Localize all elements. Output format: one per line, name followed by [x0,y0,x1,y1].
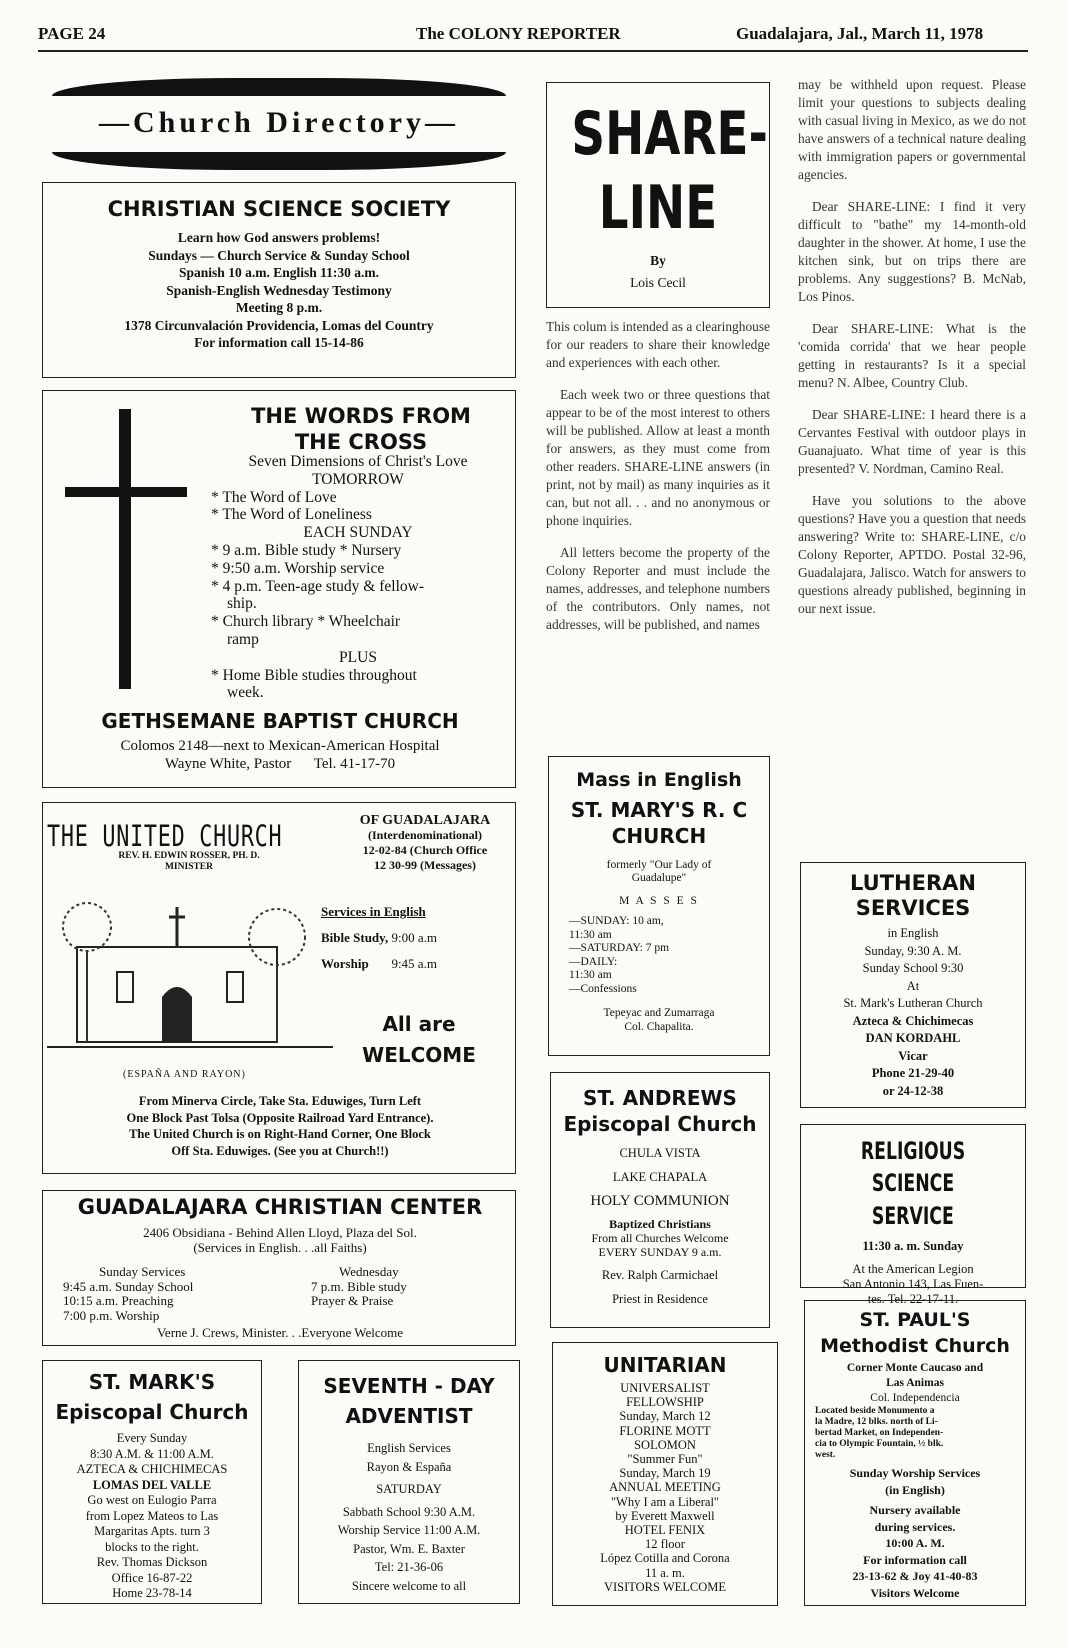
united-church-ad [42,802,516,1174]
adventist-ad [298,1360,520,1604]
directory-banner [42,78,516,170]
church-name: ST. ANDREWS [583,1086,737,1110]
services-english: Services in English [321,904,426,919]
directions-line: One Block Past Tolsa (Opposite Railroad Yard Entrance). [126,1110,434,1125]
ad-line: Office 16-87-22 [111,1570,193,1585]
st-andrews-ad [550,1072,770,1328]
page-number: PAGE 24 [38,24,106,43]
ad-line: Pastor, Wm. E. Baxter [353,1541,465,1556]
welcome-line: All are [382,1012,456,1036]
ad-line: Visitors Welcome [870,1585,960,1600]
tomorrow: TOMORROW [312,470,404,488]
christian-science-ad [42,182,516,378]
ad-line: EVERY SUNDAY 9 a.m. [598,1245,722,1259]
ad-line: 23-13-62 & Joy 41-40-83 [852,1569,978,1583]
ad-line: 11 a. m. [645,1565,685,1580]
ad-line: Meeting 8 p.m. [235,300,323,315]
gethsemane-baptist-ad [42,390,516,788]
ad-line: Vicar [898,1048,928,1063]
headline: THE WORDS FROM [251,404,471,428]
ad-line: Go west on Eulogio Parra [87,1493,217,1507]
item: week. [227,684,264,702]
church-name: SERVICES [855,896,971,920]
mass-heading: Mass in English [576,769,742,791]
ad-line: by Everett Maxwell [615,1508,715,1523]
ad-line: Las Animas [886,1377,944,1389]
ad-line: la Madre, 12 blks. north of Li- [815,1417,938,1427]
address: Tepeyac and Zumarraga [603,1007,715,1019]
item: * Home Bible studies throughout [211,666,417,684]
ad-line: FLORINE MOTT [619,1423,711,1438]
church-name: ST. PAUL'S [859,1309,971,1331]
ad-line: Priest in Residence [612,1292,708,1306]
church-name: ST. MARK'S [88,1370,216,1394]
pastor: Wayne White, Pastor [164,756,292,772]
ad-line: Baptized Christians [609,1217,711,1231]
mass-time: 11:30 am [569,969,612,981]
ad-line: 10:00 A. M. [885,1536,945,1550]
st-marys-ad [548,756,770,1056]
banner-top-bar [52,78,506,96]
formerly: formerly "Our Lady of [606,859,712,871]
ad-line: Sundays — Church Service & Sunday School [148,247,410,263]
ad-line: Sincere welcome to all [351,1578,467,1593]
dateline: Guadalajara, Jal., March 11, 1978 [736,24,984,43]
ad-line: DAN KORDAHL [865,1031,961,1045]
ad-line: López Cotilla and Corona [600,1551,730,1566]
ad-line: cia to Olympic Fountain, ½ blk. [815,1439,944,1449]
ad-line: For information call [863,1552,967,1567]
ad-line: Tel: 21-36-06 [374,1560,444,1574]
formerly: Guadalupe" [631,872,687,884]
banner-bottom-bar [52,152,506,170]
church-name: ST. MARY'S R. C [570,798,748,822]
bible-study-label: Bible Study, [321,930,389,945]
headline: THE CROSS [294,430,428,454]
ad-line: Col. Independencia [870,1392,960,1404]
ad-line: Sunday, March 19 [619,1466,711,1481]
ad-line: Rayon & España [366,1459,452,1474]
ad-line: Nursery available [869,1503,961,1517]
telephone: Tel. 41-17-70 [313,756,396,772]
ad-line: LOMAS DEL VALLE [92,1477,212,1492]
cross-arm [65,487,187,497]
ad-title: GUADALAJARA CHRISTIAN CENTER [77,1195,483,1219]
mass-time: —DAILY: [569,955,618,968]
ad-line: (in English) [885,1482,945,1497]
bible-study-time: 9:00 a.m [391,930,437,945]
sunday-item: 9:45 a.m. Sunday School [63,1278,194,1294]
ad-line: AZTECA & CHICHIMECAS [76,1462,228,1476]
ad-line: blocks to the right. [105,1539,199,1554]
ad-line: Spanish-English Wednesday Testimony [166,282,392,298]
ad-line: Margaritas Apts. turn 3 [94,1524,210,1538]
st-pauls-ad [804,1300,1026,1606]
worship-time: 9:45 a.m [391,956,437,971]
church-name: Episcopal Church [563,1112,757,1136]
address: Colomos 2148—next to Mexican-American Hospital [120,738,440,754]
ad-line: from Lopez Mateos to Las [85,1508,219,1523]
reader-question: Dear SHARE-LINE: I find it very difficult to "bathe" my 14-month-old daughter in the shower. At home, I use the kitchen sink, but on trips there are problems. Any suggestions? B. McNab, Los Pinos. [798,199,1026,304]
church-name: RELIGIOUS SCIENCE [860,1137,966,1197]
messages-phone: 12 30-99 (Messages) [374,858,476,872]
ad-line: 12 floor [645,1537,685,1552]
shareline-body-col1 [546,318,770,648]
ad-line: Sunday Worship Services [849,1466,981,1480]
interdenominational: (Interdenominational) [368,828,482,842]
shareline-header [546,82,770,308]
church-name: Methodist Church [820,1335,1010,1357]
ad-line: Sunday, 9:30 A. M. [864,943,962,958]
address: 2406 Obsidiana - Behind Allen Lloyd, Plaza del Sol. [143,1225,417,1240]
directory-title: —Church Directory— [98,106,460,139]
ad-line: Azteca & Chichimecas [852,1013,974,1028]
services-note: (Services in English. . .all Faiths) [193,1240,367,1255]
ad-line: Sunday School 9:30 [862,961,964,975]
item: * The Word of Love [211,488,337,506]
christian-center-ad [42,1190,516,1346]
ad-line: At [906,978,920,993]
mass-time: 11:30 am [569,928,612,941]
reader-question: Dear SHARE-LINE: What is the 'comida corrida' that we hear people getting in restaurants? Is it a special menu? N. Albee, Country Club. [798,321,1026,390]
corner-note: (ESPAÑA AND RAYON) [123,1069,246,1080]
ad-line: CHULA VISTA [619,1146,701,1160]
item: ramp [227,630,259,648]
mass-time: —SATURDAY: 7 pm [569,942,670,954]
wednesday-item: Prayer & Praise [311,1293,394,1308]
shareline-title: LINE [598,173,718,243]
office-phone: 12-02-84 (Church Office [362,843,488,857]
cross-illustration [119,409,131,689]
mass-time: —SUNDAY: 10 am, [569,915,664,927]
ad-line: HOTEL FENIX [624,1523,706,1538]
ad-line: UNIVERSALIST [620,1381,710,1395]
ad-line: Spanish 10 a.m. English 11:30 a.m. [179,265,379,280]
directions-line: Off Sta. Eduwiges. (See you at Church!!) [171,1143,389,1158]
wednesday-heading: Wednesday [339,1264,399,1279]
item: * 4 p.m. Teen-age study & fellow- [211,577,424,595]
ad-line: bertad Market, on Independen- [815,1428,944,1438]
shareline-body-col2 [798,76,1026,632]
ad-line: FELLOWSHIP [626,1395,704,1410]
worship-label: Worship [321,956,369,971]
ad-line: Every Sunday [116,1431,188,1445]
minister-name: REV. H. EDWIN ROSSER, PH. D. [118,851,260,861]
directions-line: The United Church is on Right-Hand Corner, One Block [129,1127,431,1141]
minister-title: MINISTER [164,862,214,872]
church-name: UNITARIAN [603,1353,727,1377]
ad-line: during services. [874,1519,956,1534]
ad-line: LAKE CHAPALA [612,1170,708,1184]
sunday-item: 7:00 p.m. Worship [63,1307,160,1323]
ad-line: From all Churches Welcome [591,1231,729,1245]
ad-line: 11:30 a. m. Sunday [862,1239,964,1253]
ad-line: Sunday, March 12 [619,1409,711,1424]
ad-line: Home 23-78-14 [112,1586,192,1600]
paragraph: All letters become the property of the Colony Reporter and must include the names, addresses, and telephone numbers of the contributors. Only names, not addresses, will be published, and names [546,545,770,632]
church-name: SERVICE [872,1202,954,1230]
item: * Church library * Wheelchair [211,613,401,631]
ad-line: HOLY COMMUNION [590,1193,730,1209]
church-name: Episcopal Church [55,1400,249,1424]
mass-time: —Confessions [569,982,637,995]
ad-line: "Summer Fun" [627,1452,703,1467]
ad-line: Located beside Monumento a [815,1406,935,1416]
sunday-heading: Sunday Services [99,1264,186,1279]
ad-line: tes. Tel. 22-17-11. [867,1292,959,1306]
masthead [38,24,1028,46]
ad-line: Phone 21-29-40 [871,1066,955,1080]
paragraph: Have you solutions to the above questions? Have you a question that needs answering? Write to: SHARE-LINE, c/o Colony Reporter, APTDO. Postal 32-96, Guadalajara, Jalisco. Watch for answers to questions already published, beginning in our next issue. [798,493,1026,616]
author: Lois Cecil [630,275,686,290]
ad-line: or 24-12-38 [882,1083,944,1098]
paragraph: This colum is intended as a clearinghouse for our readers to share their knowledge and experiences with each other. [546,319,770,370]
ad-line: ANNUAL MEETING [609,1480,721,1495]
church-name: ADVENTIST [345,1404,473,1428]
wednesday-item: 7 p.m. Bible study [311,1278,407,1294]
ad-line: St. Mark's Lutheran Church [843,996,983,1010]
each-sunday: EACH SUNDAY [303,524,413,542]
ad-line: west. [815,1450,836,1460]
st-marks-ad [42,1360,262,1604]
ad-line: VISITORS WELCOME [603,1579,727,1594]
address: Col. Chapalita. [624,1021,694,1033]
ad-line: SATURDAY [376,1482,442,1496]
ad-line: Worship Service 11:00 A.M. [337,1523,481,1537]
ad-line: For information call 15-14-86 [194,335,364,350]
ad-line: in English [887,926,939,940]
ad-line: 1378 Circunvalación Providencia, Lomas del Country [124,317,434,333]
reader-question: Dear SHARE-LINE: I heard there is a Cervantes Festival with outdoor plays in Guanajuato. What time of year is this presented? V. Nordman, Camino Real. [798,407,1026,476]
directions-line: From Minerva Circle, Take Sta. Eduwiges, Turn Left [138,1094,422,1108]
church-name: CHURCH [611,824,707,848]
religious-science-ad [800,1124,1026,1306]
ad-line: English Services [367,1441,451,1455]
subtitle: Seven Dimensions of Christ's Love [248,453,468,470]
ad-line: Rev. Ralph Carmichael [601,1268,719,1282]
church-name: GETHSEMANE BAPTIST CHURCH [101,709,459,733]
newspaper-title: The COLONY REPORTER [416,24,621,43]
shareline-title: SHARE- [571,99,768,169]
ad-line: Sabbath School 9:30 A.M. [342,1504,476,1519]
ad-line: Learn how God answers problems! [177,230,381,245]
church-name: SEVENTH - DAY [323,1374,495,1398]
ad-title: CHRISTIAN SCIENCE SOCIETY [107,197,451,221]
item: * 9:50 a.m. Worship service [211,559,385,577]
sunday-item: 10:15 a.m. Preaching [63,1293,174,1308]
church-name: THE UNITED CHURCH [47,819,283,853]
ad-line: 8:30 A.M. & 11:00 A.M. [90,1446,214,1461]
welcome-line: WELCOME [362,1043,476,1067]
ad-line: "Why I am a Liberal" [610,1494,720,1509]
ad-line: At the American Legion [852,1262,974,1276]
ad-line: Corner Monte Caucaso and [846,1362,984,1374]
lutheran-ad [800,862,1026,1108]
church-building-illustration [47,877,333,1057]
unitarian-ad [552,1342,778,1606]
minister: Verne J. Crews, Minister. . .Everyone Welcome [156,1325,404,1340]
paragraph: Each week two or three questions that appear to be of the most interest to others will be published. Allow at least a month for answers, as they must come from other readers. SHARE-LINE answers (in print, not by mail) as many inquiries as it can, but not all. . . and no anonymous or phone inquiries. [546,387,770,528]
item: * The Word of Loneliness [211,506,372,524]
masses-heading: M A S S E S [619,895,699,907]
paragraph: may be withheld upon request. Please limit your questions to subjects dealing with casual living in Mexico, as we do not have answers of a technical nature dealing with immigration papers or governmental agencies. [798,77,1026,182]
ad-line: San Antonio 143, Las Fuen- [842,1277,984,1291]
of-guadalajara: OF GUADALAJARA [359,813,491,828]
plus: PLUS [339,648,377,666]
church-name: LUTHERAN [850,871,976,895]
byline: By [650,253,666,268]
item: * 9 a.m. Bible study * Nursery [211,541,402,559]
ad-line: Rev. Thomas Dickson [96,1555,208,1569]
item: ship. [227,595,257,613]
masthead-rule [38,50,1028,52]
ad-line: SOLOMON [634,1437,696,1452]
